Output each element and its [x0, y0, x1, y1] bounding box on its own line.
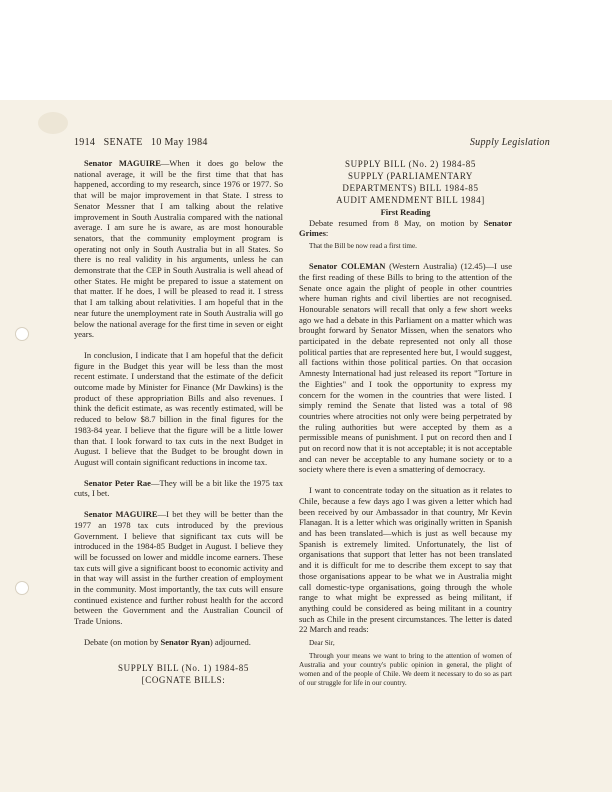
paper-smudge — [38, 112, 68, 134]
paragraph-text: In conclusion, I indicate that I am hopeful that the deficit figure in the Budget this year will be less than the most recent estimate. I understand that the estimate of the deficit outcome made by Minister for Finance (Mr Dawkins) is the product of these appropriation Bills and also revenues. I think the deficit estimate, as was recently estimated, will be reduced to below $8.7 billion in the final figures for the 1983-84 year. I believe that the figure will be a little lower than that. I look forward to tax cuts in the next Budget in August. I believe that the Budget to be brought down in August will contain significant reductions in income tax. — [74, 349, 283, 467]
punch-hole-top — [15, 327, 29, 341]
letter-salutation: Dear Sir, — [309, 639, 335, 648]
bill-heading: DEPARTMENTS) BILL 1984-85 — [342, 183, 479, 193]
speaker-name: Senator MAGUIRE — [84, 509, 158, 520]
paragraph-text: (Western Australia) (12.45)—I use the first reading of these Bills to bring to the attention of the Senate once again the plight of people in other countries where human rights and civil liberties are not recognised. Honourable senators will recall that only a few short weeks ago we had a debate in this Parliament on a matter which was brought forward by Senator Missen, when the senators who participated in the debate represented not only all those political parties that are represented here but, I would suggest, all factions within those political parties. On that occasion Amnesty International had just released its report "Torture in the Eighties" and I took the opportunity to express my concern for the women in the countries that were listed. I simply remind the Senate that listed was a total of 98 countries where atrocities not only were being perpetrated by the ruling authorities but were accepted by them as a permissible means of punishment. I put on record then and I put on record now that it is not acceptable; it is not acceptable and can never be acceptable to any humane society or to a society where there is even a smattering of democracy. — [299, 261, 512, 475]
paragraph-text: I want to concentrate today on the situation as it relates to Chile, because a few days ago I was given a letter which had been received by our Ambassador in that country, Mr Kevin Flanagan. It is a letter which was originally written in Spanish and has been translated—which is just as well because my Spanish is extremely limited. Unfortunately, the list of organisations that support that letter has not been translated and it is difficult for me to describe them except to say that those organisations appear to be what we in Australia might call domestic-type organisations, going through the whole range to what might be expressed as being militant, if anything could be considered as being militant in a country such as Chile in the present circumstances. The letter is dated 22 March and reads: — [299, 485, 512, 635]
paragraph: Senator MAGUIRE—I bet they will be better than the 1977 an 1978 tax cuts introduced by the previous Government. I believe that significant tax cuts will be introduced in the 1984-85 Budget in August. I believe they will be focussed on lower and middle income earners. These tax cuts will give a significant boost to economic activity and in that way will assist in the further creation of employment in the community. Most importantly, the tax cuts will ensure continued existence and further robust health for the accord between the Government and the Australian Council of Trade Unions. — [74, 509, 283, 627]
speaker-name: Senator Peter Rae — [84, 477, 151, 488]
paragraph — [74, 350, 283, 468]
reading-heading: First Reading — [380, 207, 431, 217]
paragraph-text: They will be a bit like the 1975 tax cuts, I bet. — [74, 477, 283, 499]
bill-heading: SUPPLY BILL (No. 2) 1984-85 — [345, 159, 476, 169]
debate-resumed: Debate resumed from 8 May, on motion by Senator Grimes: — [299, 217, 513, 239]
paragraph — [299, 485, 512, 635]
paragraph-text: When it does go below the national average, it will be the first time that that has happened, according to my research, since 1976 or 1977. So that will be major improvement in that State. I stress to Senator Messner that I am talking about the relative improvement in South Australia compared with the national average. I am sure he is aware, as are most honourable senators, that the community employment program is operating not only in South Australia but in all States. So there is no real validity in his arguments, unless he can demonstrate that the CEP in South Australia is well ahead of other States. He might be prepared to issue a statement on that matter. If he does, I will be pleased to read it. I stress that I am talking about relativities. I am hopeful that in the near future the unemployment rate in South Australia will go below the national average for the first time in seven or eight years. — [74, 158, 283, 340]
page-number: 1914 — [74, 137, 96, 148]
left-column — [74, 158, 283, 686]
punch-hole-bottom — [15, 581, 29, 595]
right-column — [299, 158, 512, 688]
adjournment-note: Debate (on motion by Senator Ryan) adjourned. — [84, 636, 251, 647]
running-title: Supply Legislation — [469, 137, 550, 148]
motion-text: That the Bill be now read a first time. — [309, 242, 417, 251]
paragraph: Senator Peter Rae—They will be a bit like the 1975 tax cuts, I bet. — [74, 477, 283, 499]
speaker-name: Senator MAGUIRE — [84, 158, 161, 168]
paragraph-text: I bet they will be better than the 1977 an 1978 tax cuts introduced by the previous Government. I believe that significant tax cuts will be introduced in the 1984-85 Budget in August. I believe they will be focussed on lower and middle income earners. These tax cuts will give a significant boost to economic activity and in that way will assist in the further creation of employment in the community. Most importantly, the tax cuts will ensure continued existence and further robust health for the accord between the Government and the Australian Council of Trade Unions. — [74, 509, 283, 627]
sitting-date: 10 May 1984 — [151, 137, 208, 148]
paragraph — [299, 261, 512, 475]
bill-heading: SUPPLY (PARLIAMENTARY — [347, 171, 474, 181]
house-name: SENATE — [103, 137, 143, 148]
paragraph: Senator MAGUIRE—When it does go below the national average, it will be the first time that that has happened, according to my research, since 1976 or 1977. So that will be major improvement in that State. I stress to Senator Messner that I am talking about the relative improvement in South Australia compared with the national average. I am sure he is aware, as are most honourable senators, that the community employment program is operating not only in South Australia but in all States. So there is no real validity in his arguments, unless he can demonstrate that the CEP in South Australia is well ahead of other States. He might be prepared to issue a statement on that matter. If he does, I will be pleased to read it. I stress that I am talking about relativities. I am hopeful that in the near future the unemployment rate in South Australia will go below the national average for the first time in seven or eight years. — [74, 158, 283, 340]
header-left — [74, 137, 208, 148]
cognate-heading: [COGNATE BILLS: — [141, 674, 226, 685]
bill-heading: AUDIT AMENDMENT BILL 1984] — [336, 195, 485, 205]
letter-text: Through your means we want to bring to the attention of women of Australia and your country's public opinion in general, the plight of women and of the people of Chile. We deem it necessary to do so as part of our struggle for life in our country. — [299, 652, 512, 688]
speaker-name: Senator Grimes — [299, 217, 513, 239]
speaker-name: Senator Ryan — [160, 636, 210, 647]
bill-heading: SUPPLY BILL (No. 1) 1984-85 — [118, 662, 249, 673]
speaker-name: Senator COLEMAN — [309, 261, 386, 272]
